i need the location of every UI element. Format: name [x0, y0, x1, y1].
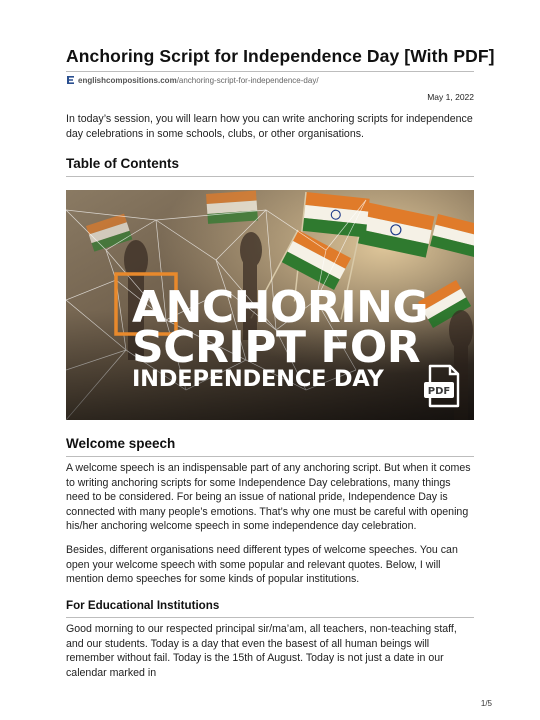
pdf-badge-label: PDF: [427, 386, 451, 397]
welcome-divider: [66, 456, 474, 457]
hero-image: [66, 190, 474, 420]
source-domain: englishcompositions.com: [78, 75, 177, 85]
intro-paragraph: In today’s session, you will learn how you can write anchoring scripts for independence day celebrations in some schools, clubs, or other organisations.: [66, 113, 473, 140]
hero-line1: ANCHORING: [132, 282, 429, 333]
article-title: Anchoring Script for Independence Day [With PDF]: [66, 46, 495, 66]
site-logo-icon: [66, 75, 75, 85]
toc-heading[interactable]: Table of Contents: [66, 156, 179, 171]
edu-heading: For Educational Institutions: [66, 599, 220, 612]
title-divider: [66, 71, 474, 72]
edu-divider: [66, 617, 474, 618]
publish-date: May 1, 2022: [427, 92, 474, 102]
edu-paragraph-1: Good morning to our respected principal sir/ma’am, all teachers, non-teaching staff, and our students. Today is a day that even the basest of all human beings will remember without fail. Today is the 15th of August. Today is not just a date in our calendar marked in: [66, 623, 457, 679]
hero-line2: SCRIPT FOR: [132, 322, 421, 373]
source-url[interactable]: [66, 75, 319, 85]
source-path: /anchoring-script-for-independence-day/: [176, 75, 319, 85]
welcome-paragraph-1: A welcome speech is an indispensable part of any anchoring script. But when it comes to writing anchoring scripts for some Independence Day celebrations, many things need to be considered. For being an issue of national pride, Independence Day is connected with many people’s emotions. That’s why one must be careful with opening his/her anchoring welcome speech in some independence day celebration.: [66, 462, 471, 532]
hero-line3: INDEPENDENCE DAY: [132, 366, 384, 392]
welcome-paragraph-2: Besides, different organisations need different types of welcome speeches. You can open your welcome speech with some popular and relevant quotes. Below, I will mention demo speeches for some kinds of popular institutions.: [66, 544, 458, 585]
toc-divider: [66, 176, 474, 177]
welcome-heading: Welcome speech: [66, 436, 176, 451]
page-number: 1/5: [480, 699, 492, 708]
